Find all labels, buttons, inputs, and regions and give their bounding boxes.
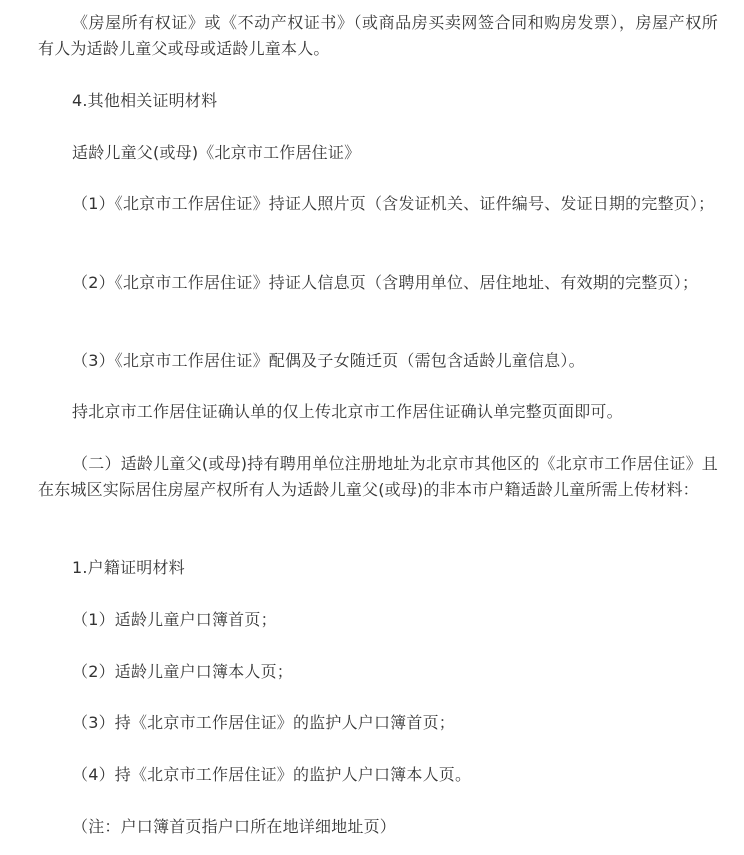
heading-other-materials: 4.其他相关证明材料	[72, 91, 218, 110]
paragraph-property-certificate: 《房屋所有权证》或《不动产权证书》（或商品房买卖网签合同和购房发票），房屋产权所有人为适龄儿童父或母或适龄儿童本人。	[38, 13, 718, 58]
list-item-child-register-first-page: （1）适龄儿童户口簿首页；	[72, 610, 277, 629]
note-register-first-page: （注：户口簿首页指户口所在地详细地址页）	[72, 817, 397, 836]
paragraph-confirmation-form: 持北京市工作居住证确认单的仅上传北京市工作居住证确认单完整页面即可。	[72, 402, 623, 421]
heading-household-materials: 1.户籍证明材料	[72, 558, 185, 577]
list-item-guardian-register-first-page: （3）持《北京市工作居住证》的监护人户口簿首页；	[72, 713, 455, 732]
list-item-child-register-own-page: （2）适龄儿童户口簿本人页；	[72, 662, 293, 681]
paragraph-section-two: （二）适龄儿童父(或母)持有聘用单位注册地址为北京市其他区的《北京市工作居住证》且在东城区实际居住房屋产权所有人为适龄儿童父(或母)的非本市户籍适龄儿童所需上传材料：	[38, 454, 718, 499]
list-item-permit-info-page: （2）《北京市工作居住证》持证人信息页（含聘用单位、居住地址、有效期的完整页）；	[72, 273, 699, 292]
list-item-permit-photo-page: （1）《北京市工作居住证》持证人照片页（含发证机关、证件编号、发证日期的完整页）；	[72, 194, 715, 213]
list-item-permit-family-page: （3）《北京市工作居住证》配偶及子女随迁页（需包含适龄儿童信息）。	[72, 351, 585, 370]
heading-work-residence-permit: 适龄儿童父(或母)《北京市工作居住证》	[72, 143, 361, 162]
list-item-guardian-register-own-page: （4）持《北京市工作居住证》的监护人户口簿本人页。	[72, 765, 472, 784]
